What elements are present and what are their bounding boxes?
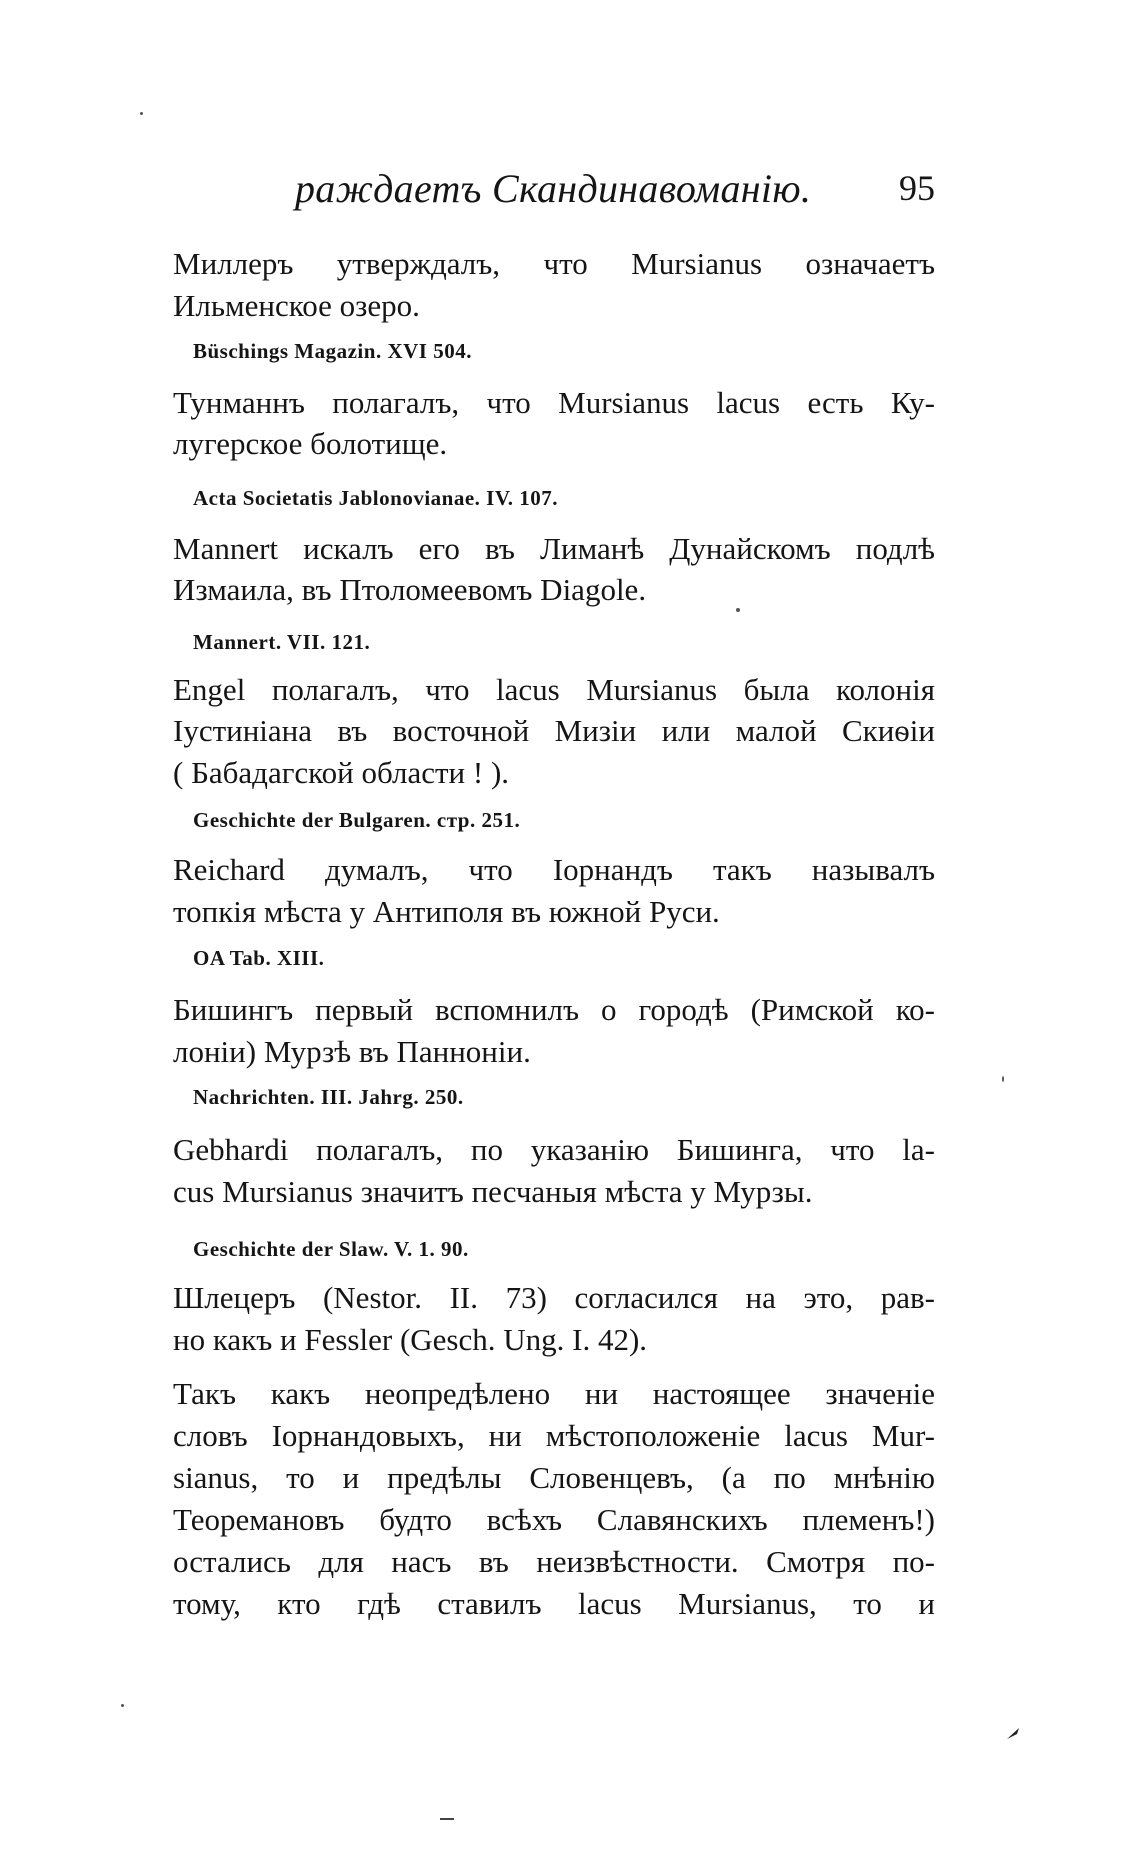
- text-line: словъ Іорнандовыхъ, ни мѣстоположеніе lacus Mur-: [173, 1418, 935, 1453]
- text-line: Измаила, въ Птоломеевомъ Diagole.: [173, 572, 647, 607]
- text-line: Mannert искалъ его въ Лиманѣ Дунайскомъ подлѣ: [173, 531, 935, 566]
- citation: Geschichte der Slaw. V. 1. 90.: [193, 1237, 469, 1261]
- citation: OA Tab. XIII.: [193, 946, 325, 970]
- text-line: Ильменское озеро.: [173, 288, 420, 323]
- text-line: Бишингъ первый вспомнилъ о городѣ (Римской ко-: [173, 992, 935, 1027]
- text-line: остались для насъ въ неизвѣстности. Смотря по-: [173, 1544, 935, 1579]
- text-line: Reichard думалъ, что Іорнандъ такъ называлъ: [173, 852, 935, 887]
- page-header: [295, 165, 935, 225]
- citation: Geschichte der Bulgaren. стр. 251.: [193, 808, 521, 832]
- page-number: 95: [899, 168, 935, 208]
- text-line: Engel полагалъ, что lacus Mursianus была колонія: [173, 672, 935, 707]
- text-line: cus Mursianus значитъ песчаныя мѣста у Мурзы.: [173, 1174, 813, 1209]
- text-line: Іустиніана въ восточной Мизіи или малой Скиѳіи: [173, 713, 935, 748]
- text-line: Gebhardi полагалъ, по указанію Бишинга, что la-: [173, 1132, 935, 1167]
- scan-speck: [140, 112, 143, 115]
- text-line: Миллеръ утверждалъ, что Mursianus означаетъ: [173, 246, 935, 281]
- text-line: но какъ и Fessler (Gesch. Ung. I. 42).: [173, 1322, 648, 1357]
- scan-speck: [1002, 1076, 1004, 1082]
- text-line: Шлецеръ (Nestor. II. 73) согласился на это, рав-: [173, 1280, 935, 1315]
- running-title: раждаетъ Скандинавоманію.: [295, 166, 812, 211]
- citation: Mannert. VII. 121.: [193, 630, 371, 654]
- citation: Nachrichten. III. Jahrg. 250.: [193, 1085, 464, 1109]
- text-line: топкія мѣста у Антиполя въ южной Руси.: [173, 894, 720, 929]
- text-line: Тунманнъ полагалъ, что Mursianus lacus есть Ку-: [173, 385, 935, 420]
- text-line: Такъ какъ неопредѣлено ни настоящее значеніе: [173, 1376, 935, 1411]
- citation: Acta Societatis Jablonovianae. IV. 107.: [193, 486, 559, 510]
- text-line: тому, кто гдѣ ставилъ lacus Mursianus, то и: [173, 1586, 935, 1621]
- text-line: Теоремановъ будто всѣхъ Славянскихъ племенъ!): [173, 1502, 935, 1537]
- citation: Büschings Magazin. XVI 504.: [193, 339, 472, 363]
- text-line: лугерское болотище.: [173, 426, 448, 461]
- ink-mark-icon: [1005, 1725, 1021, 1741]
- scan-speck: [121, 1704, 124, 1707]
- text-line: sianus, то и предѣлы Словенцевъ, (а по мнѣнію: [173, 1460, 935, 1495]
- text-line: лоніи) Мурзѣ въ Панноніи.: [173, 1034, 531, 1069]
- text-line: ( Бабадагской области ! ).: [173, 755, 510, 790]
- scan-speck: [736, 608, 740, 612]
- scan-dash: [440, 1818, 454, 1820]
